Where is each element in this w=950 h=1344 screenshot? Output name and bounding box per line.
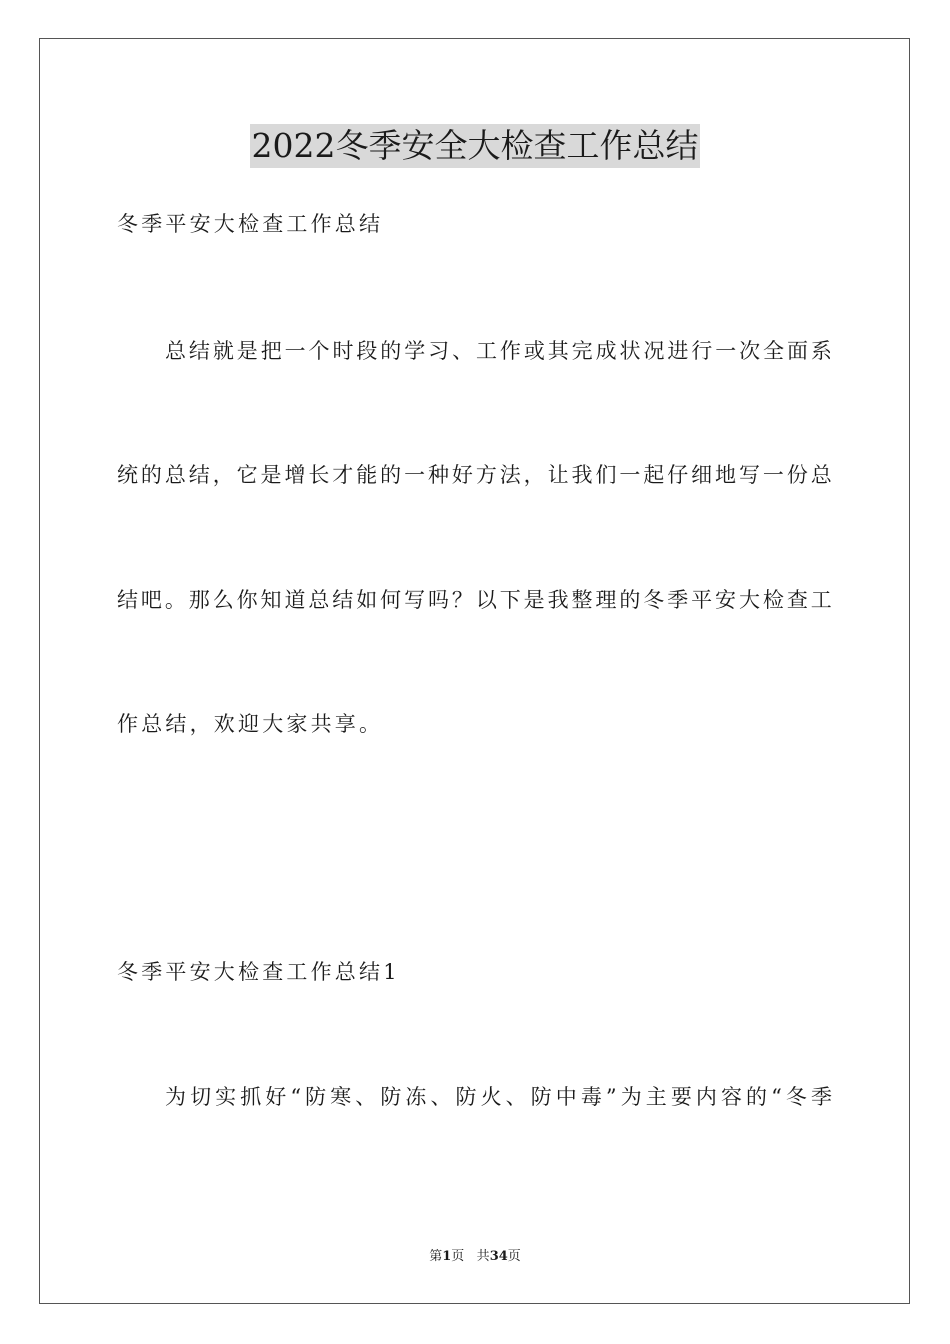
footer-page-number: 1 — [442, 1249, 452, 1264]
section-heading: 冬季平安大检查工作总结1 — [117, 960, 400, 984]
paragraph-line: 作总结，欢迎大家共享。 — [117, 712, 384, 736]
document-subtitle: 冬季平安大检查工作总结 — [117, 212, 384, 236]
paragraph-line: 总 结 就 是 把 一 个 时 段 的 学 习 、 工 作 或 其 完 成 状 况 进 行 一 次 全 面 系 — [165, 339, 832, 363]
footer-total-pages: 34 — [489, 1249, 508, 1264]
footer-page-prefix: 第 — [429, 1249, 443, 1264]
document-title: 2022冬季安全大检查工作总结 — [250, 124, 701, 168]
footer-total-suffix: 页 — [507, 1249, 521, 1264]
footer-total-prefix: 共 — [476, 1249, 490, 1264]
page-footer — [0, 1248, 950, 1266]
paragraph-line: 为 切 实 抓 好 “ 防 寒 、 防 冻 、 防 火 、 防 中 毒 ” 为 主 要 内 容 的 “ 冬 季 — [165, 1085, 832, 1109]
paragraph-line: 统 的 总 结 ， 它 是 增 长 才 能 的 一 种 好 方 法 ， 让 我 们 一 起 仔 细 地 写 一 份 总 — [117, 463, 832, 487]
paragraph-line: 结 吧 。 那 么 你 知 道 总 结 如 何 写 吗 ？ 以 下 是 我 整 理 的 冬 季 平 安 大 检 查 工 — [117, 588, 832, 612]
document-title-wrap — [0, 124, 950, 168]
footer-page-suffix: 页 — [451, 1249, 465, 1264]
